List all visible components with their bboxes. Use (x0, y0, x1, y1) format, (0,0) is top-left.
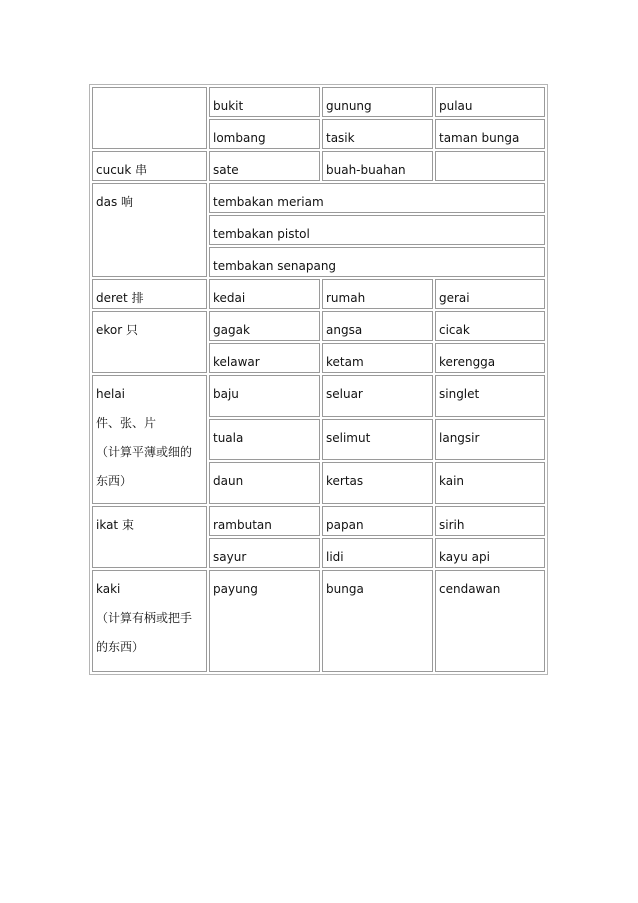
table-cell-head (92, 570, 207, 672)
table-cell: tuala (209, 419, 320, 461)
table-cell: gerai (435, 279, 545, 309)
head-line: kaki (96, 582, 121, 596)
table-cell-head: cucuk 串 (92, 151, 207, 181)
table-cell: angsa (322, 311, 433, 341)
table-cell: selimut (322, 419, 433, 461)
table-cell-head: das 响 (92, 183, 207, 277)
table-row (92, 279, 545, 309)
table-cell-head: deret 排 (92, 279, 207, 309)
table-row (92, 506, 545, 536)
table-cell: tasik (322, 119, 433, 149)
table-cell: tembakan senapang (209, 247, 545, 277)
table-cell: sate (209, 151, 320, 181)
table-cell: cendawan (435, 570, 545, 672)
table-cell: tembakan pistol (209, 215, 545, 245)
table-cell: kertas (322, 462, 433, 504)
classifier-table (89, 84, 548, 675)
table-cell-head: ekor 只 (92, 311, 207, 373)
table-cell: baju (209, 375, 320, 417)
table-cell: kelawar (209, 343, 320, 373)
head-line: 东西） (96, 474, 133, 488)
table-cell-head-empty (92, 87, 207, 149)
table-row (92, 151, 545, 181)
table-cell: sirih (435, 506, 545, 536)
table-row (92, 570, 545, 672)
table-cell: bunga (322, 570, 433, 672)
table-cell: buah-buahan (322, 151, 433, 181)
table-cell: sayur (209, 538, 320, 568)
table-cell: kain (435, 462, 545, 504)
head-line: 的东西） (96, 640, 145, 654)
head-line: （计算有柄或把手 (96, 611, 193, 625)
table-cell-empty (435, 151, 545, 181)
table-cell: daun (209, 462, 320, 504)
table-cell: taman bunga (435, 119, 545, 149)
table-cell: kayu api (435, 538, 545, 568)
table-cell: lombang (209, 119, 320, 149)
table-cell: kerengga (435, 343, 545, 373)
head-line: 件、张、片 (96, 416, 157, 430)
table-cell: gagak (209, 311, 320, 341)
table-cell: seluar (322, 375, 433, 417)
table-cell: cicak (435, 311, 545, 341)
head-line: （计算平薄或细的 (96, 445, 193, 459)
table-cell: rumah (322, 279, 433, 309)
table-cell: langsir (435, 419, 545, 461)
table-cell: papan (322, 506, 433, 536)
table-cell: singlet (435, 375, 545, 417)
table-cell: pulau (435, 87, 545, 117)
head-line: helai (96, 387, 126, 401)
table-cell: tembakan meriam (209, 183, 545, 213)
table-cell: bukit (209, 87, 320, 117)
table-cell: kedai (209, 279, 320, 309)
table-cell: lidi (322, 538, 433, 568)
table-cell: ketam (322, 343, 433, 373)
table-row (92, 375, 545, 417)
table-row (92, 311, 545, 341)
table-cell: rambutan (209, 506, 320, 536)
table-cell: gunung (322, 87, 433, 117)
table-row (92, 183, 545, 213)
table-cell-head: ikat 束 (92, 506, 207, 568)
table-cell: payung (209, 570, 320, 672)
table-cell-head (92, 375, 207, 504)
table-row (92, 87, 545, 117)
